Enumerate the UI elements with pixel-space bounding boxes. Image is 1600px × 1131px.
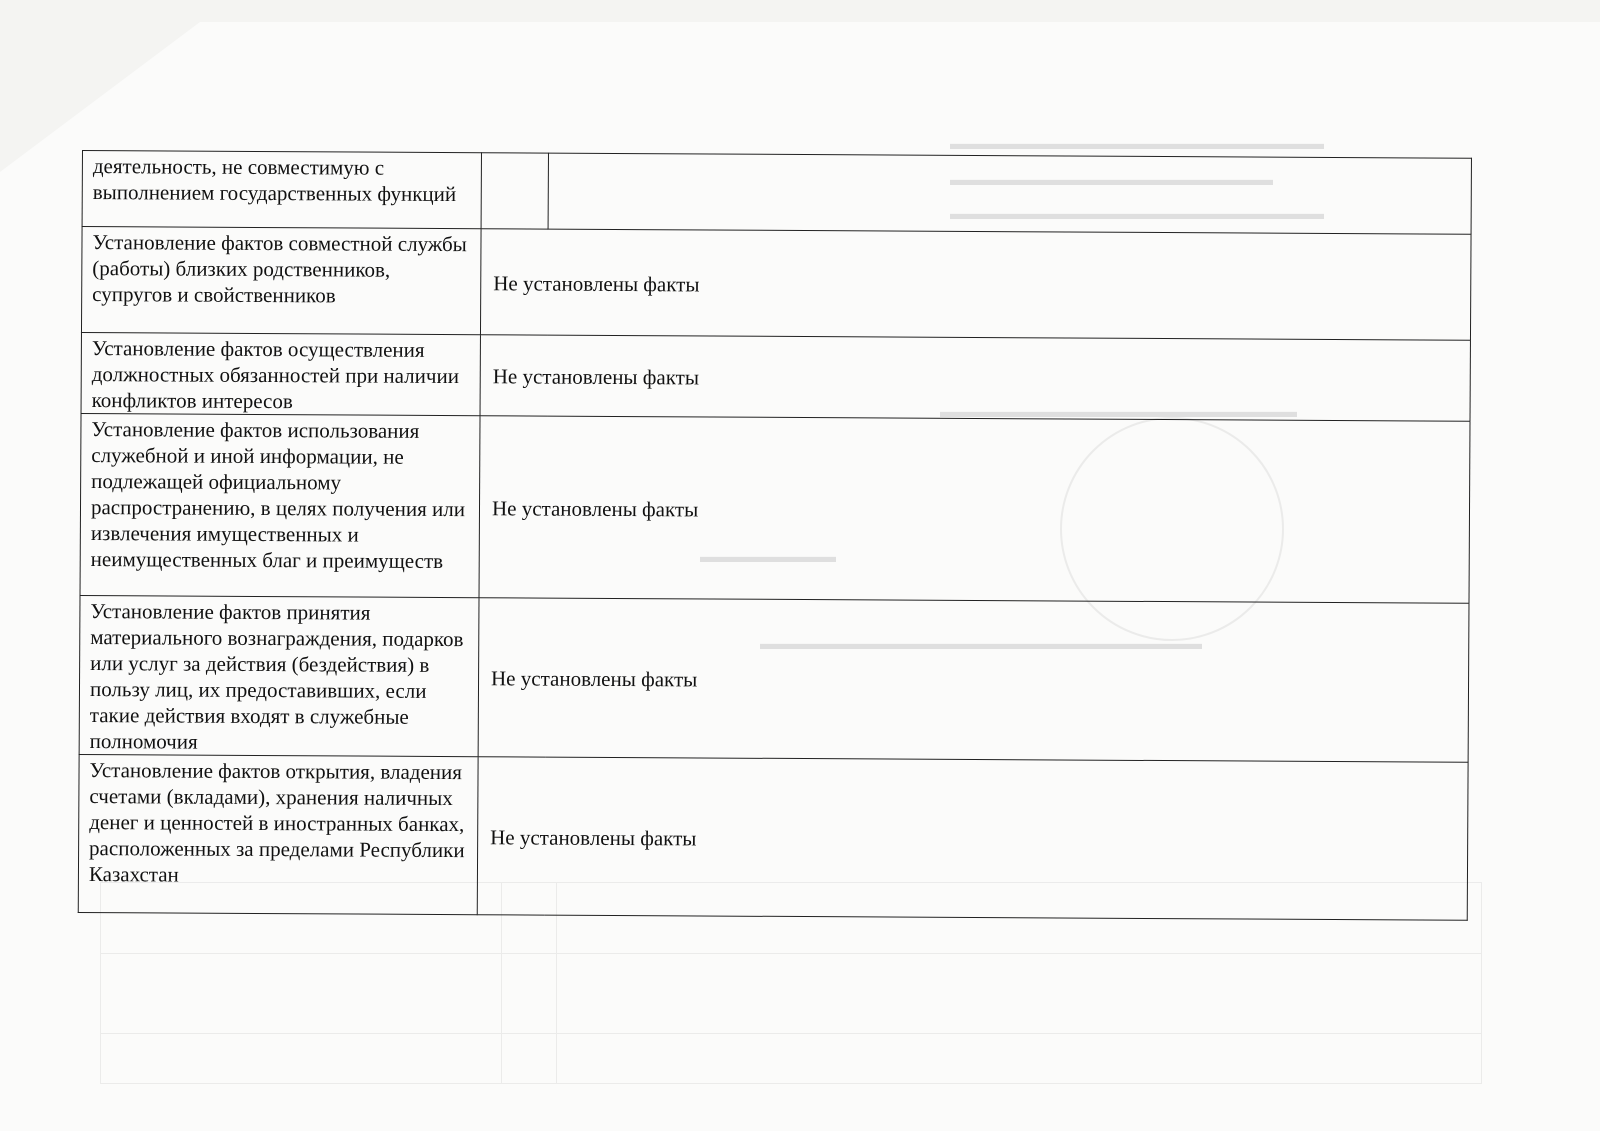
blank-cell [481,153,548,229]
result-cell: Не установлены факты [480,229,1471,341]
bleed-through-text: ▬▬▬▬▬▬▬▬▬▬▬▬▬▬▬▬▬▬▬ [950,170,1273,189]
criterion-cell: Установление фактов принятия материального вознаграждения, подарков или услуг за действия (бездействия) в пользу лиц, их предоставивших, если такие действия входят в служебные полномочия [79,595,479,756]
table-row [82,151,1471,235]
criterion-cell: деятельность, не совместимую с выполнением государственных функций [82,151,481,229]
result-cell: Не установлены факты [477,757,1468,921]
criterion-cell: Установление фактов осуществления должностных обязанностей при наличии конфликтов интересов [81,332,480,415]
criterion-cell: Установление фактов совместной службы (работы) близких родственников, супругов и свойственников [81,227,481,335]
result-cell: Не установлены факты [480,335,1470,422]
bleed-through-text: ▬▬▬▬▬▬▬▬▬▬▬▬▬▬▬▬▬▬▬▬▬▬▬▬▬▬ [760,634,1202,653]
result-cell: Не установлены факты [478,598,1469,763]
table-row [81,332,1470,421]
bleed-through-text: ▬▬▬▬▬▬▬▬▬▬▬▬▬▬▬▬▬▬▬▬▬▬ [950,134,1324,153]
table-row [79,595,1469,762]
table-row [81,227,1471,341]
report-table [78,150,1472,921]
criterion-cell: Установление фактов использования служебной и иной информации, не подлежащей официальному распространению, в целях получения или извлечения имущественных и неимущественных благ и преимуществ [80,413,480,597]
bleed-through-text: ▬▬▬▬▬▬▬▬▬▬▬▬▬▬▬▬▬▬▬▬▬ [940,402,1297,421]
scanned-page [0,22,1600,1131]
bleed-through-text: ▬▬▬▬▬▬▬▬ [700,547,836,566]
bleed-through-text: ▬▬▬▬▬▬▬▬▬▬▬▬▬▬▬▬▬▬▬▬▬▬ [950,204,1324,223]
result-cell: Не установлены факты [479,416,1470,604]
result-cell [548,153,1471,234]
criterion-cell: Установление фактов открытия, владения счетами (вкладами), хранения наличных денег и ценностей в иностранных банках, расположенных за пределами Республики Казахстан [78,754,478,914]
table-row [78,754,1468,920]
table-row [80,413,1470,603]
